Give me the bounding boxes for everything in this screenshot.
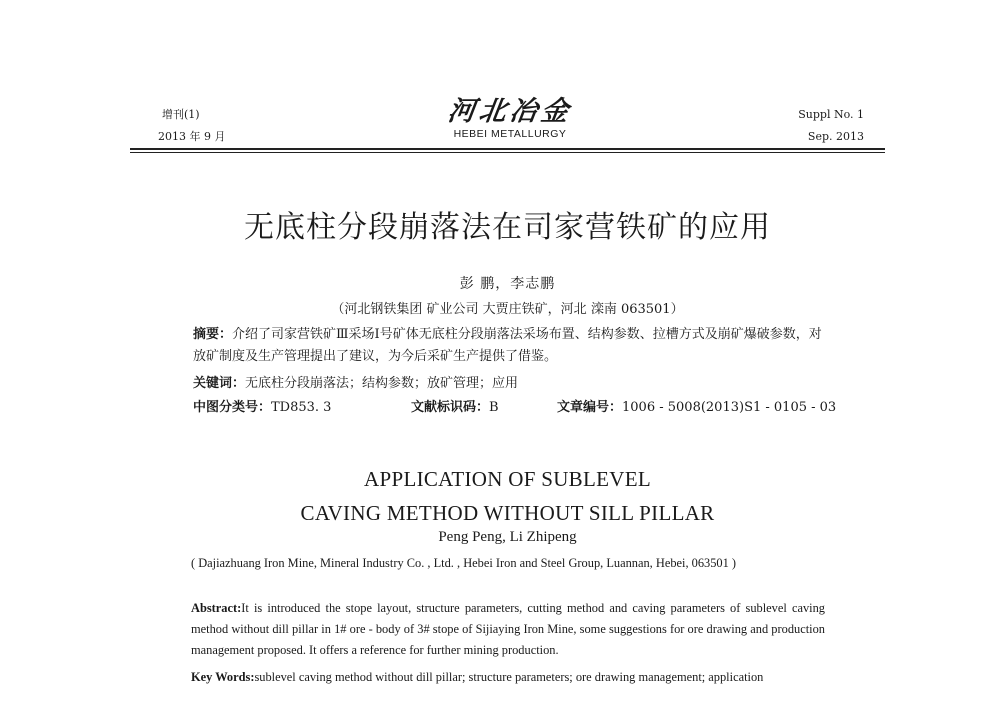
paper-title-en-line2: CAVING METHOD WITHOUT SILL PILLAR (300, 501, 715, 525)
article-number-value: 1006 - 5008(2013)S1 - 0105 - 03 (622, 400, 837, 415)
article-number (557, 397, 836, 419)
issue-date-cn: 2013 年 9 月 (158, 130, 226, 143)
authors-en: Peng Peng, Li Zhipeng (438, 529, 577, 545)
abstract-text-cn: 介绍了司家营铁矿Ⅲ采场Ⅰ号矿体无底柱分段崩落法采场布置、结构参数、拉槽方式及崩矿爆破参数，对放矿制度及生产管理提出了建议，为今后采矿生产提供了借鉴。 (193, 327, 822, 364)
abstract-en (191, 598, 825, 661)
journal-masthead (410, 96, 610, 140)
keywords-text-en: sublevel caving method without dill pillar; structure parameters; ore drawing management; application (254, 670, 764, 684)
header-rule-thin (130, 152, 885, 153)
header-rule-thick (130, 148, 885, 150)
doc-code-label: 文献标识码： (411, 400, 490, 415)
issue-supplement-cn: 增刊(1) (162, 108, 200, 121)
article-number-label: 文章编号： (557, 400, 623, 415)
clc-number (193, 397, 331, 419)
issue-info (158, 104, 225, 148)
journal-name-en: HEBEI METALLURGY (453, 128, 567, 140)
keywords-cn (193, 373, 825, 395)
keywords-text-cn: 无底柱分段崩落法；结构参数；放矿管理；应用 (245, 376, 519, 391)
doc-code-value: B (489, 400, 499, 415)
clc-value: TD853. 3 (271, 400, 332, 415)
issue-info-en (798, 104, 864, 148)
clc-label: 中图分类号： (193, 400, 272, 415)
doc-code (411, 397, 499, 419)
authors-cn: 彭 鹏，李志鹏 (459, 276, 556, 292)
abstract-cn (193, 324, 825, 368)
journal-logo-cn: 河北冶金 (445, 96, 575, 127)
abstract-label-en: Abstract: (191, 601, 242, 615)
paper-title-cn: 无底柱分段崩落法在司家营铁矿的应用 (244, 210, 771, 245)
keywords-label-en: Key Words: (191, 670, 255, 684)
affiliation-cn: （河北钢铁集团 矿业公司 大贾庄铁矿，河北 滦南 063501） (331, 302, 684, 317)
keywords-label-cn: 关键词： (193, 376, 246, 391)
paper-title-en-line1: APPLICATION OF SUBLEVEL (364, 467, 651, 491)
abstract-text-en: It is introduced the stope layout, structure parameters, cutting method and caving parameters of sublevel caving method without dill pillar in 1# ore - body of 3# stope of Sijiaying Iron Mine, some suggestions for ore drawing and production management proposed. It offers a reference for further mining production. (191, 601, 825, 657)
abstract-label-cn: 摘要： (193, 327, 233, 342)
affiliation-en: ( Dajiazhuang Iron Mine, Mineral Industry Co. , Ltd. , Hebei Iron and Steel Group, Luannan, Hebei, 063501 ) (191, 556, 737, 570)
issue-supplement-en: Suppl No. 1 (798, 108, 864, 121)
keywords-en (191, 667, 825, 688)
issue-date-en: Sep. 2013 (807, 130, 864, 143)
paper-title-en (130, 462, 885, 530)
